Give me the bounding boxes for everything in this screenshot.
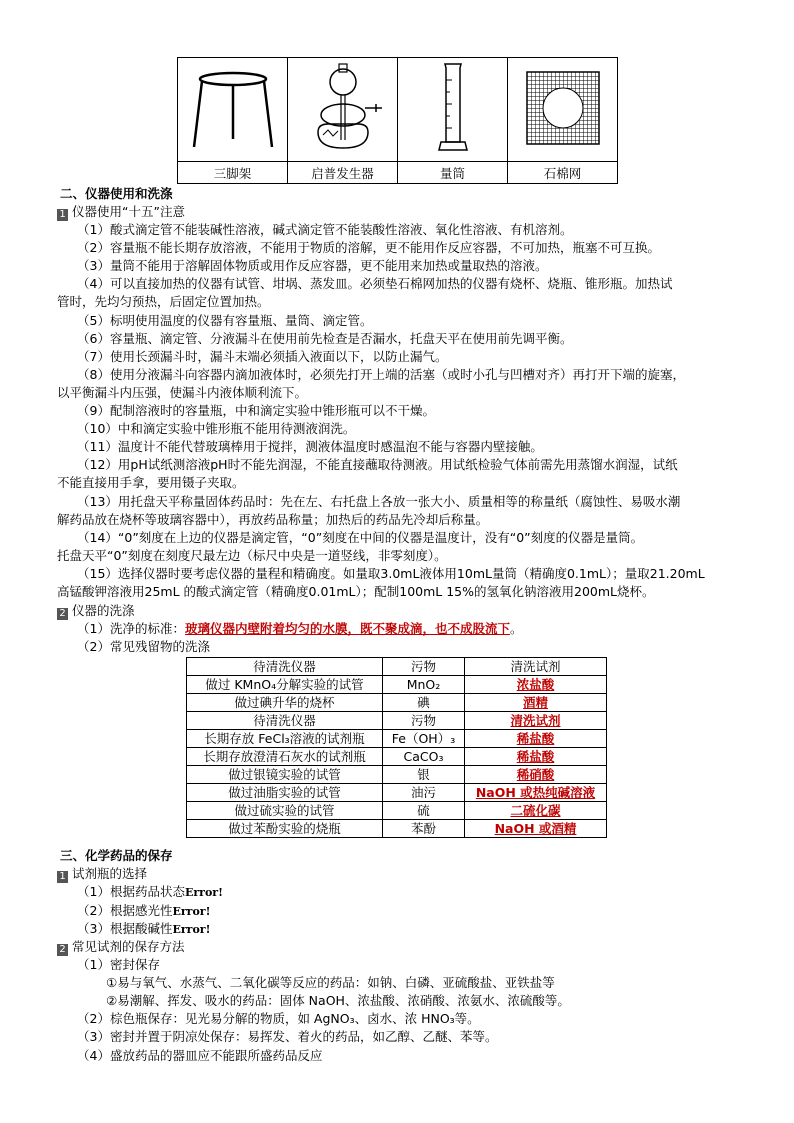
table-row [187, 730, 607, 748]
table-cell: 稀盐酸 [465, 730, 607, 748]
text-line: （9）配制溶液时的容量瓶，中和滴定实验中锥形瓶可以不干燥。 [77, 403, 435, 418]
table-cell: 长期存放 FeCl₃溶液的试剂瓶 [187, 730, 383, 748]
wash-table [186, 657, 607, 838]
number-badge: 1 [57, 871, 68, 883]
text-line: （7）使用长颈漏斗时，漏斗末端必须插入液面以下，以防止漏气。 [77, 349, 448, 364]
text-line: （4）盛放药品的器皿应不能跟所盛药品反应 [77, 1048, 323, 1063]
table-cell: 待清洗仪器 [187, 712, 383, 730]
table-cell: 做过硫实验的试管 [187, 802, 383, 820]
table-cell: Fe（OH）₃ [383, 730, 465, 748]
selection-line [77, 921, 210, 938]
graduated-cylinder-icon [433, 60, 473, 155]
table-cell: 清洗试剂 [465, 658, 607, 676]
text-line: 解药品放在烧杯等玻璃容器中），再放药品称量；加热后的药品先冷却后称量。 [57, 512, 489, 527]
table-row [187, 784, 607, 802]
selection-text: （2）根据感光性 [77, 903, 173, 918]
asbestos-gauze-icon [523, 68, 603, 148]
clean-standard-end: 。 [509, 621, 523, 636]
kipp-cell [288, 58, 398, 162]
table-cell: 二硫化碳 [465, 802, 607, 820]
text-line: （2）棕色瓶保存：见光易分解的物质，如 AgNO₃、卤水、浓 HNO₃等。 [77, 1011, 480, 1026]
error-text: Error! [172, 905, 211, 918]
table-cell: 稀盐酸 [465, 748, 607, 766]
instrument-label: 三脚架 [178, 162, 288, 184]
table-header-row [187, 658, 607, 676]
text-line: 以平衡漏斗内压强，使漏斗内液体顺利流下。 [57, 385, 308, 400]
table-cell: 做过银镜实验的试管 [187, 766, 383, 784]
table-row [187, 676, 607, 694]
number-badge: 2 [57, 944, 68, 956]
table-cell: 长期存放澄清石灰水的试剂瓶 [187, 748, 383, 766]
tripod-cell [178, 58, 288, 162]
number-badge: 1 [57, 209, 68, 221]
text-line: 高锰酸钾溶液用25mL 的酸式滴定管（精确度0.01mL）；配制100mL 15%的氢氧化钠溶液用200mL烧杯。 [57, 584, 655, 599]
subsection-label: 常见试剂的保存方法 [72, 939, 185, 954]
table-cell: 浓盐酸 [465, 676, 607, 694]
text-line: ②易潮解、挥发、吸水的药品：固体 NaOH、浓盐酸、浓硝酸、浓氨水、浓硫酸等。 [106, 993, 570, 1008]
table-row [187, 694, 607, 712]
subsection-title [57, 866, 147, 883]
table-row [187, 820, 607, 838]
table-cell: 油污 [383, 784, 465, 802]
text-line: （1）酸式滴定管不能装碱性溶液，碱式滴定管不能装酸性溶液、氧化性溶液、有机溶剂。 [77, 222, 573, 237]
kipp-generator-icon [298, 60, 388, 155]
subsection-label: 试剂瓶的选择 [72, 866, 148, 881]
text-line: 托盘天平“0”刻度在刻度尺最左边（标尺中央是一道竖线，非零刻度）。 [57, 548, 447, 563]
text-line: （12）用pH试纸测溶液pH时不能先润湿，不能直接蘸取待测液。用试纸检验气体前需先用蒸馏水润湿，试纸 [77, 457, 678, 472]
text-line: （1）密封保存 [77, 957, 160, 972]
text-line: 管时，先均匀预热，后固定位置加热。 [57, 294, 270, 309]
instrument-label: 石棉网 [508, 162, 618, 184]
table-cell: 硫 [383, 802, 465, 820]
error-text: Error! [184, 886, 223, 899]
text-line: （10）中和滴定实验中锥形瓶不能用待测液润洗。 [77, 421, 356, 436]
text-line: （2）容量瓶不能长期存放溶液，不能用于物质的溶解，更不能用作反应容器，不可加热，瓶塞不可互换。 [77, 240, 660, 255]
number-badge: 2 [57, 608, 68, 620]
table-cell: 碘 [383, 694, 465, 712]
text-line: （3）量筒不能用于溶解固体物质或用作反应容器，更不能用来加热或量取热的溶液。 [77, 258, 548, 273]
gauze-cell [508, 58, 618, 162]
subsection-title [57, 939, 185, 956]
text-line: ①易与氧气、水蒸气、二氧化碳等反应的药品：如钠、白磷、亚硫酸盐、亚铁盐等 [106, 975, 555, 990]
table-cell: 稀硝酸 [465, 766, 607, 784]
text-line: （8）使用分液漏斗向容器内滴加液体时，必须先打开上端的活塞（或时小孔与凹槽对齐）再打开下端的旋塞， [77, 367, 685, 382]
table-cell: NaOH 或热纯碱溶液 [465, 784, 607, 802]
text-line: （6）容量瓶、滴定管、分液漏斗在使用前先检查是否漏水，托盘天平在使用前先调平衡。 [77, 331, 573, 346]
text-line: （3）密封并置于阴凉处保存：易挥发、着火的药品，如乙醇、乙醚、苯等。 [77, 1029, 498, 1044]
instrument-table [177, 57, 618, 184]
subsection-label: 仪器使用“十五”注意 [72, 204, 185, 219]
table-cell: 做过碘升华的烧杯 [187, 694, 383, 712]
text-line: （5）标明使用温度的仪器有容量瓶、量筒、滴定管。 [77, 313, 373, 328]
selection-text: （1）根据药品状态 [77, 884, 185, 899]
text-line: （15）选择仪器时要考虑仪器的量程和精确度。如量取3.0mL液体用10mL量筒（精确度0.1mL）；量取21.20mL [77, 566, 705, 581]
section-title: 二、仪器使用和洗涤 [60, 186, 173, 201]
selection-line [77, 903, 210, 920]
table-cell: 清洗试剂 [465, 712, 607, 730]
table-cell: 做过苯酚实验的烧瓶 [187, 820, 383, 838]
text-line: （14）“0”刻度在上边的仪器是滴定管，“0”刻度在中间的仪器是温度计，没有“0”刻度的仪器是量筒。 [77, 530, 644, 545]
table-cell: 银 [383, 766, 465, 784]
subsection-title [57, 603, 135, 620]
subsection-label: 仪器的洗涤 [72, 603, 135, 618]
table-cell: 待清洗仪器 [187, 658, 383, 676]
table-cell: 污物 [383, 712, 465, 730]
subsection-title [57, 204, 185, 221]
table-cell: MnO₂ [383, 676, 465, 694]
instrument-label: 量筒 [398, 162, 508, 184]
clean-standard-label: （1）洗净的标准： [77, 621, 185, 636]
table-cell: 酒精 [465, 694, 607, 712]
table-cell: 做过油脂实验的试管 [187, 784, 383, 802]
table-cell: 做过 KMnO₄分解实验的试管 [187, 676, 383, 694]
text-line: 不能直接用手拿，要用镊子夹取。 [57, 475, 245, 490]
text-line: （11）温度计不能代替玻璃棒用于搅拌，测液体温度时感温泡不能与容器内壁接触。 [77, 439, 543, 454]
error-text: Error! [172, 923, 211, 936]
table-header-row [187, 712, 607, 730]
text-line: （2）常见残留物的洗涤 [77, 639, 210, 654]
table-row [187, 766, 607, 784]
text-line: （4）可以直接加热的仪器有试管、坩埚、蒸发皿。必须垫石棉网加热的仪器有烧杯、烧瓶、锥形瓶。加热试 [77, 276, 673, 291]
table-row [187, 802, 607, 820]
table-cell: NaOH 或酒精 [465, 820, 607, 838]
instrument-label: 启普发生器 [288, 162, 398, 184]
table-cell: 污物 [383, 658, 465, 676]
clean-standard-answer: 玻璃仪器内壁附着均匀的水膜，既不聚成滴，也不成股流下 [184, 621, 510, 636]
selection-line [77, 884, 223, 901]
table-cell: 苯酚 [383, 820, 465, 838]
table-cell: CaCO₃ [383, 748, 465, 766]
clean-standard-line [77, 621, 523, 637]
section-title: 三、化学药品的保存 [60, 848, 173, 863]
cylinder-cell [398, 58, 508, 162]
tripod-icon [188, 63, 278, 153]
text-line: （13）用托盘天平称量固体药品时：先在左、右托盘上各放一张大小、质量相等的称量纸（腐蚀性、易吸水潮 [77, 494, 681, 509]
table-row [187, 748, 607, 766]
selection-text: （3）根据酸碱性 [77, 921, 173, 936]
